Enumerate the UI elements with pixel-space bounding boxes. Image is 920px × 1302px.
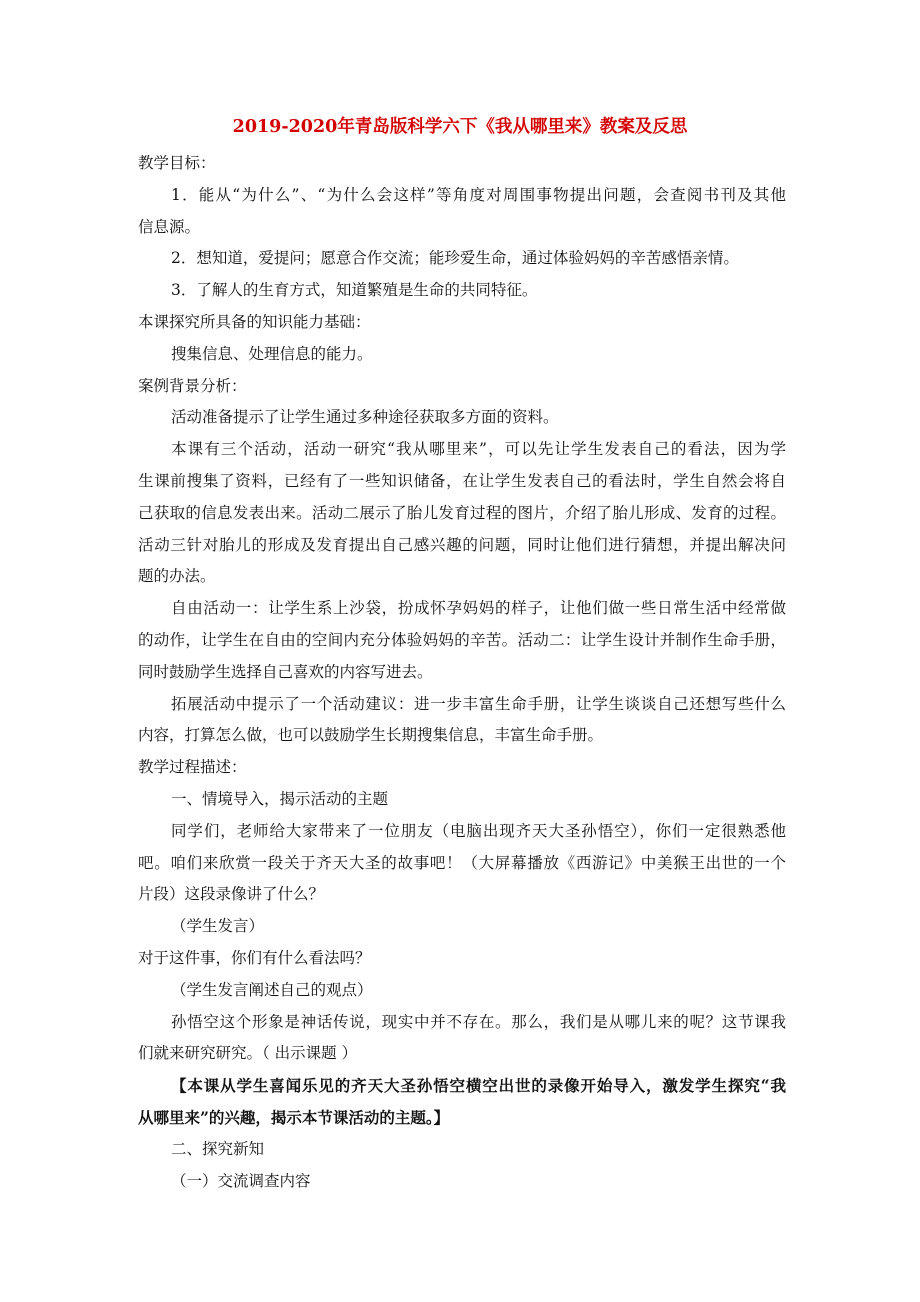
paragraph-line: 信息源。 [138, 217, 201, 236]
paragraph-line: 教学过程描述： [138, 758, 247, 777]
paragraph-line: （学生发言阐述自己的观点） [171, 980, 373, 999]
paragraph-line: 本课有三个活动，活动一研究“我从哪里来”，可以先让学生发表自己的看法，因为学 [171, 440, 786, 459]
paragraph-line: 从哪里来”的兴趣，揭示本节课活动的主题。】 [138, 1107, 450, 1127]
paragraph-line: 自由活动一：让学生系上沙袋，扮成怀孕妈妈的样子，让他们做一些日常生活中经常做 [171, 599, 786, 618]
paragraph-line: （学生发言） [171, 917, 265, 936]
paragraph-line: 一、情境导入，揭示活动的主题 [171, 789, 389, 808]
paragraph-line: （一）交流调查内容 [171, 1171, 311, 1190]
paragraph-line: 同时鼓励学生选择自己喜欢的内容写进去。 [138, 662, 433, 681]
paragraph-line: 对于这件事，你们有什么看法吗？ [138, 948, 371, 967]
paragraph-line: 们就来研究研究。（ 出示课题 ） [138, 1044, 358, 1063]
paragraph-line: 吧。咱们来欣赏一段关于齐天大圣的故事吧！（大屏幕播放《西游记》中美猴王出世的一个 [138, 853, 786, 872]
paragraph-line: 拓展活动中提示了一个活动建议：进一步丰富生命手册，让学生谈谈自己还想写些什么 [171, 694, 786, 713]
paragraph-line: 2．想知道，爱提问；愿意合作交流；能珍爱生命，通过体验妈妈的辛苦感悟亲情。 [171, 249, 739, 268]
paragraph-line: 二、探究新知 [171, 1139, 265, 1158]
paragraph-line: 片段）这段录像讲了什么？ [138, 885, 325, 904]
paragraph-line: 题的办法。 [138, 567, 216, 586]
paragraph-line: 搜集信息、处理信息的能力。 [171, 344, 373, 363]
paragraph-line: 生课前搜集了资料，已经有了一些知识储备，在让学生发表自己的看法时，学生自然会将自 [138, 471, 786, 490]
paragraph-line: 教学目标： [138, 154, 216, 172]
paragraph-line: 己获取的信息发表出来。活动二展示了胎儿发育过程的图片，介绍了胎儿形成、发育的过程。 [138, 503, 786, 522]
paragraph-line: 3．了解人的生育方式，知道繁殖是生命的共同特征。 [171, 281, 538, 300]
paragraph-line: 【本课从学生喜闻乐见的齐天大圣孙悟空横空出世的录像开始导入，激发学生探究“我 [171, 1076, 786, 1096]
paragraph-line: 案例背景分析： [138, 376, 247, 395]
paragraph-line: 本课探究所具备的知识能力基础： [138, 312, 371, 331]
document-title: 2019-2020年青岛版科学六下《我从哪里来》教案及反思 [232, 117, 688, 137]
paragraph-line: 1．能从“为什么”、“为什么会这样”等角度对周围事物提出问题，会查阅书刊及其他 [171, 185, 786, 204]
paragraph-line: 同学们，老师给大家带来了一位朋友（电脑出现齐天大圣孙悟空），你们一定很熟悉他 [171, 821, 786, 840]
paragraph-line: 孙悟空这个形象是神话传说，现实中并不存在。那么，我们是从哪儿来的呢？这节课我 [171, 1012, 786, 1031]
paragraph-line: 的动作，让学生在自由的空间内充分体验妈妈的辛苦。活动二：让学生设计并制作生命手册， [138, 630, 786, 649]
paragraph-line: 内容，打算怎么做，也可以鼓励学生长期搜集信息，丰富生命手册。 [138, 726, 604, 745]
paragraph-line: 活动准备提示了让学生通过多种途径获取多方面的资料。 [171, 408, 559, 427]
paragraph-line: 活动三针对胎儿的形成及发育提出自己感兴趣的问题，同时让他们进行猜想，并提出解决问 [138, 535, 786, 554]
document-body [138, 148, 786, 1197]
